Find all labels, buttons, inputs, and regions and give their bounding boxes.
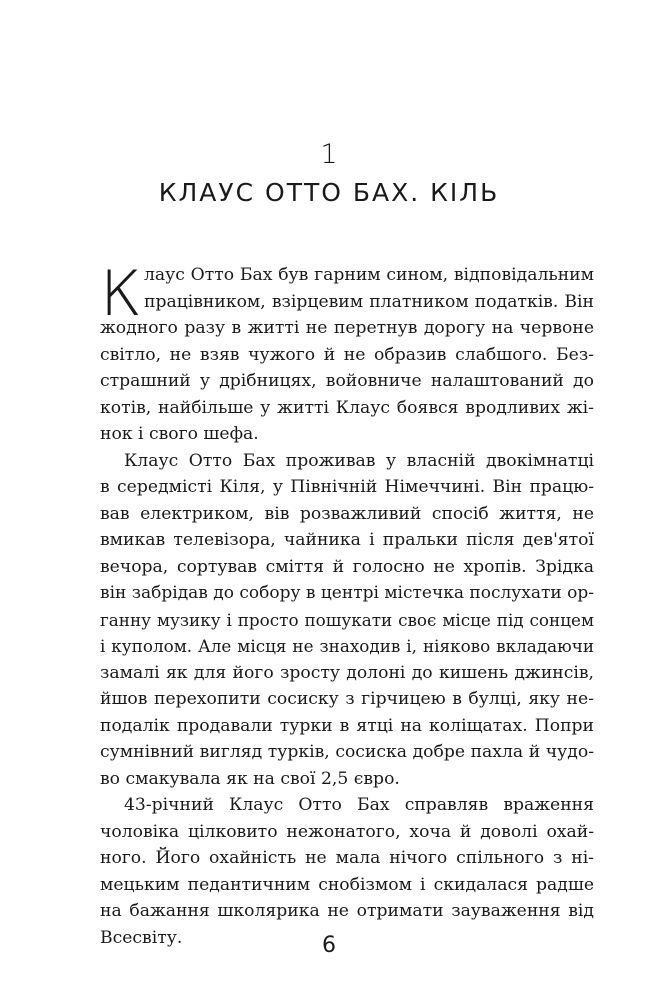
text-line: вмикав телевізора, чайника і пральки після дев'ятої <box>100 530 594 550</box>
text-line: і куполом. Але місця не знаходив і, ніяково вкладаючи <box>100 636 594 656</box>
chapter-number: 1 <box>320 139 338 170</box>
chapter-title: КЛАУС ОТТО БАХ. КІЛЬ <box>158 178 500 207</box>
text-line: Клаус Отто Бах проживав у власній двокімнатці <box>124 450 594 471</box>
text-line: страшний у дрібницях, войовниче налаштований до <box>100 371 594 391</box>
text-line: на бажання школярика не отримати зауваження від <box>100 901 594 921</box>
text-line: вав електриком, вів розважливий спосіб життя, не <box>100 503 594 524</box>
text-line: світло, не взяв чужого й не образив слабшого. Без- <box>100 344 594 365</box>
text-line: ганну музику і просто пошукати своє місце під сонцем <box>100 609 594 630</box>
text-line: ного. Його охайність не мала нічого спільного з ні- <box>100 848 594 868</box>
text-line: жодного разу в житті не перетнув дорогу на червоне <box>100 318 594 338</box>
text-line: Всесвіту. <box>100 927 183 948</box>
drop-cap: К <box>100 257 142 330</box>
page-number: 6 <box>322 933 336 958</box>
text-line: во смакувала як на свої 2,5 євро. <box>100 768 400 789</box>
text-line: замалі як для його зросту долоні до кишень джинсів, <box>100 662 594 683</box>
text-line: лаус Отто Бах був гарним сином, відповідальним <box>144 265 594 285</box>
text-line: чоловіка цілковито нежонатого, хоча й доволі охай- <box>100 821 594 842</box>
text-line: мецьким педантичним снобізмом і скидалася радше <box>100 874 594 895</box>
text-line: сумнівний вигляд турків, сосиска добре пахла й чудо- <box>100 742 594 762</box>
text-line: вечора, сортував сміття й голосно не хропів. Зрідка <box>100 556 594 577</box>
chapter-body <box>100 257 594 951</box>
text-line: в середмісті Кіля, у Північній Німеччині. Він працю- <box>100 477 594 497</box>
text-line: подалік продавали турки в ятці на коліщатах. Попри <box>100 715 594 736</box>
text-line: котів, найбільше у житті Клаус боявся вродливих жі- <box>100 397 594 418</box>
text-line: йшов перехопити сосиску з гірчицею в булці, яку не- <box>100 689 594 709</box>
text-line: працівником, взірцевим платником податків. Він <box>144 291 594 312</box>
text-line: 43-річний Клаус Отто Бах справляв враження <box>124 795 594 815</box>
text-line: нок і свого шефа. <box>100 424 259 444</box>
text-line: він забрідав до собору в центрі містечка послухати ор- <box>100 583 594 603</box>
